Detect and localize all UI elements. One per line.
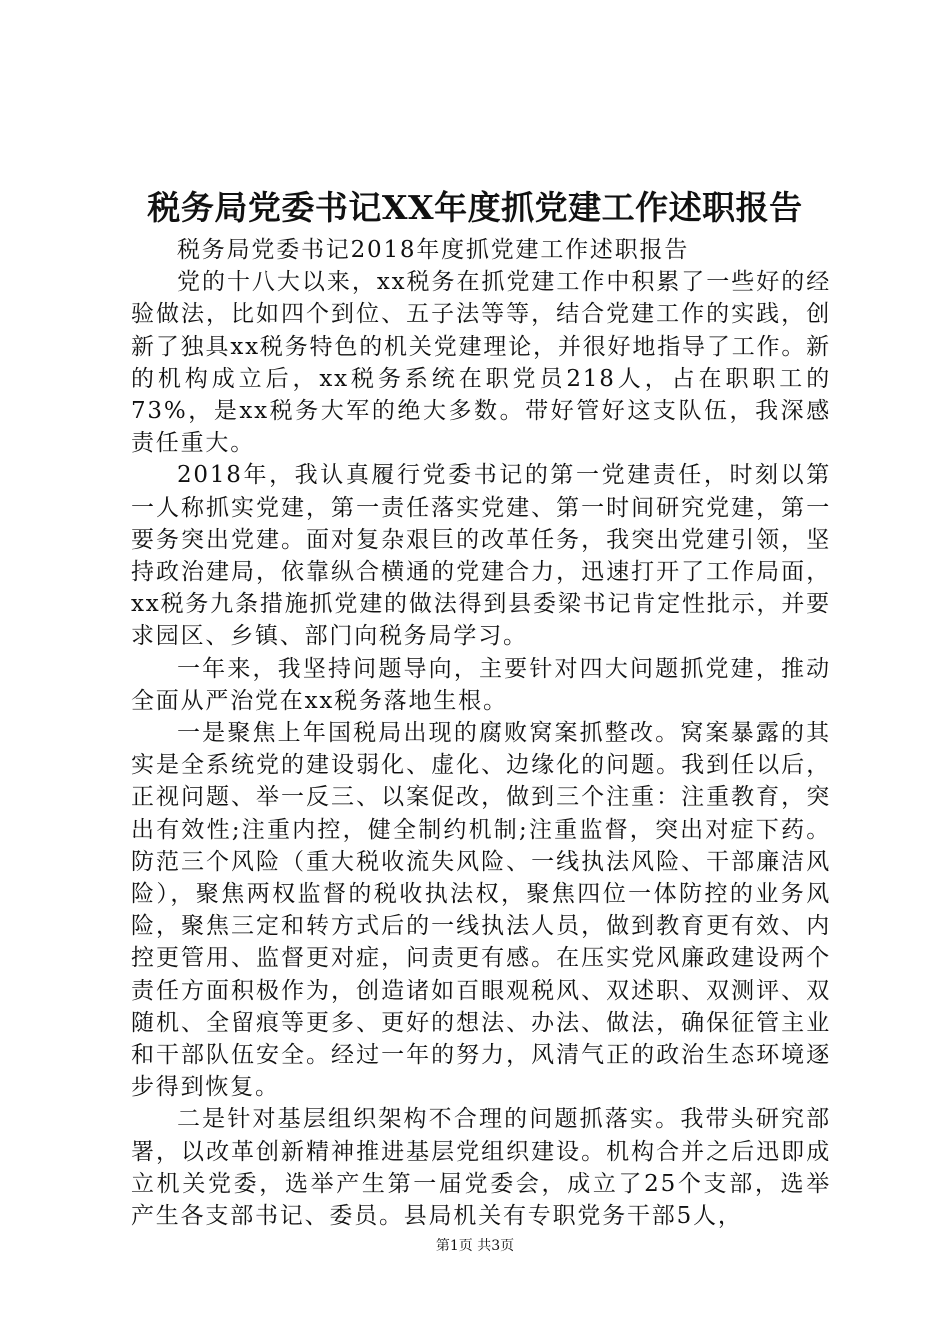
body-paragraph: 二是针对基层组织架构不合理的问题抓落实。我带头研究部署，以改革创新精神推进基层党组织建设。机构合并之后迅即成立机关党委，选举产生第一届党委会，成立了25个支部，选举产生各支部书记、委员。县局机关有专职党务干部5人， <box>131 1106 831 1230</box>
body-paragraph: 一是聚焦上年国税局出现的腐败窝案抓整改。窝案暴露的其实是全系统党的建设弱化、虚化、边缘化的问题。我到任以后，正视问题、举一反三、以案促改，做到三个注重：注重教育，突出有效性;注重内控，健全制约机制;注重监督，突出对症下药。防范三个风险（重大税收流失风险、一线执法风险、干部廉洁风险），聚焦两权监督的税收执法权，聚焦四位一体防控的业务风险，聚焦三定和转方式后的一线执法人员，做到教育更有效、内控更管用、监督更对症，问责更有感。在压实党风廉政建设两个责任方面积极作为，创造诸如百眼观税风、双述职、双测评、双随机、全留痕等更多、更好的想法、办法、做法，确保征管主业和干部队伍安全。经过一年的努力，风清气正的政治生态环境逐步得到恢复。 <box>131 720 831 1101</box>
body-paragraph: 2018年，我认真履行党委书记的第一党建责任，时刻以第一人称抓实党建，第一责任落实党建、第一时间研究党建，第一要务突出党建。面对复杂艰巨的改革任务，我突出党建引领，坚持政治建局，依靠纵合横通的党建合力，迅速打开了工作局面，xx税务九条措施抓党建的做法得到县委梁书记肯定性批示，并要求园区、乡镇、部门向税务局学习。 <box>131 462 831 650</box>
page-number-footer: 第1页 共3页 <box>435 1238 515 1254</box>
body-paragraph: 一年来，我坚持问题导向，主要针对四大问题抓党建，推动全面从严治党在xx税务落地生根。 <box>131 655 831 714</box>
document-title: 税务局党委书记XX年度抓党建工作述职报告 <box>147 188 803 227</box>
document-body <box>131 234 831 1232</box>
body-paragraph: 党的十八大以来，xx税务在抓党建工作中积累了一些好的经验做法，比如四个到位、五子法等等，结合党建工作的实践，创新了独具xx税务特色的机关党建理论，并很好地指导了工作。新的机构成立后，xx税务系统在职党员218人，占在职职工的73%，是xx税务大军的绝大多数。带好管好这支队伍，我深感责任重大。 <box>131 269 831 457</box>
body-paragraph: 税务局党委书记2018年度抓党建工作述职报告 <box>177 237 690 263</box>
